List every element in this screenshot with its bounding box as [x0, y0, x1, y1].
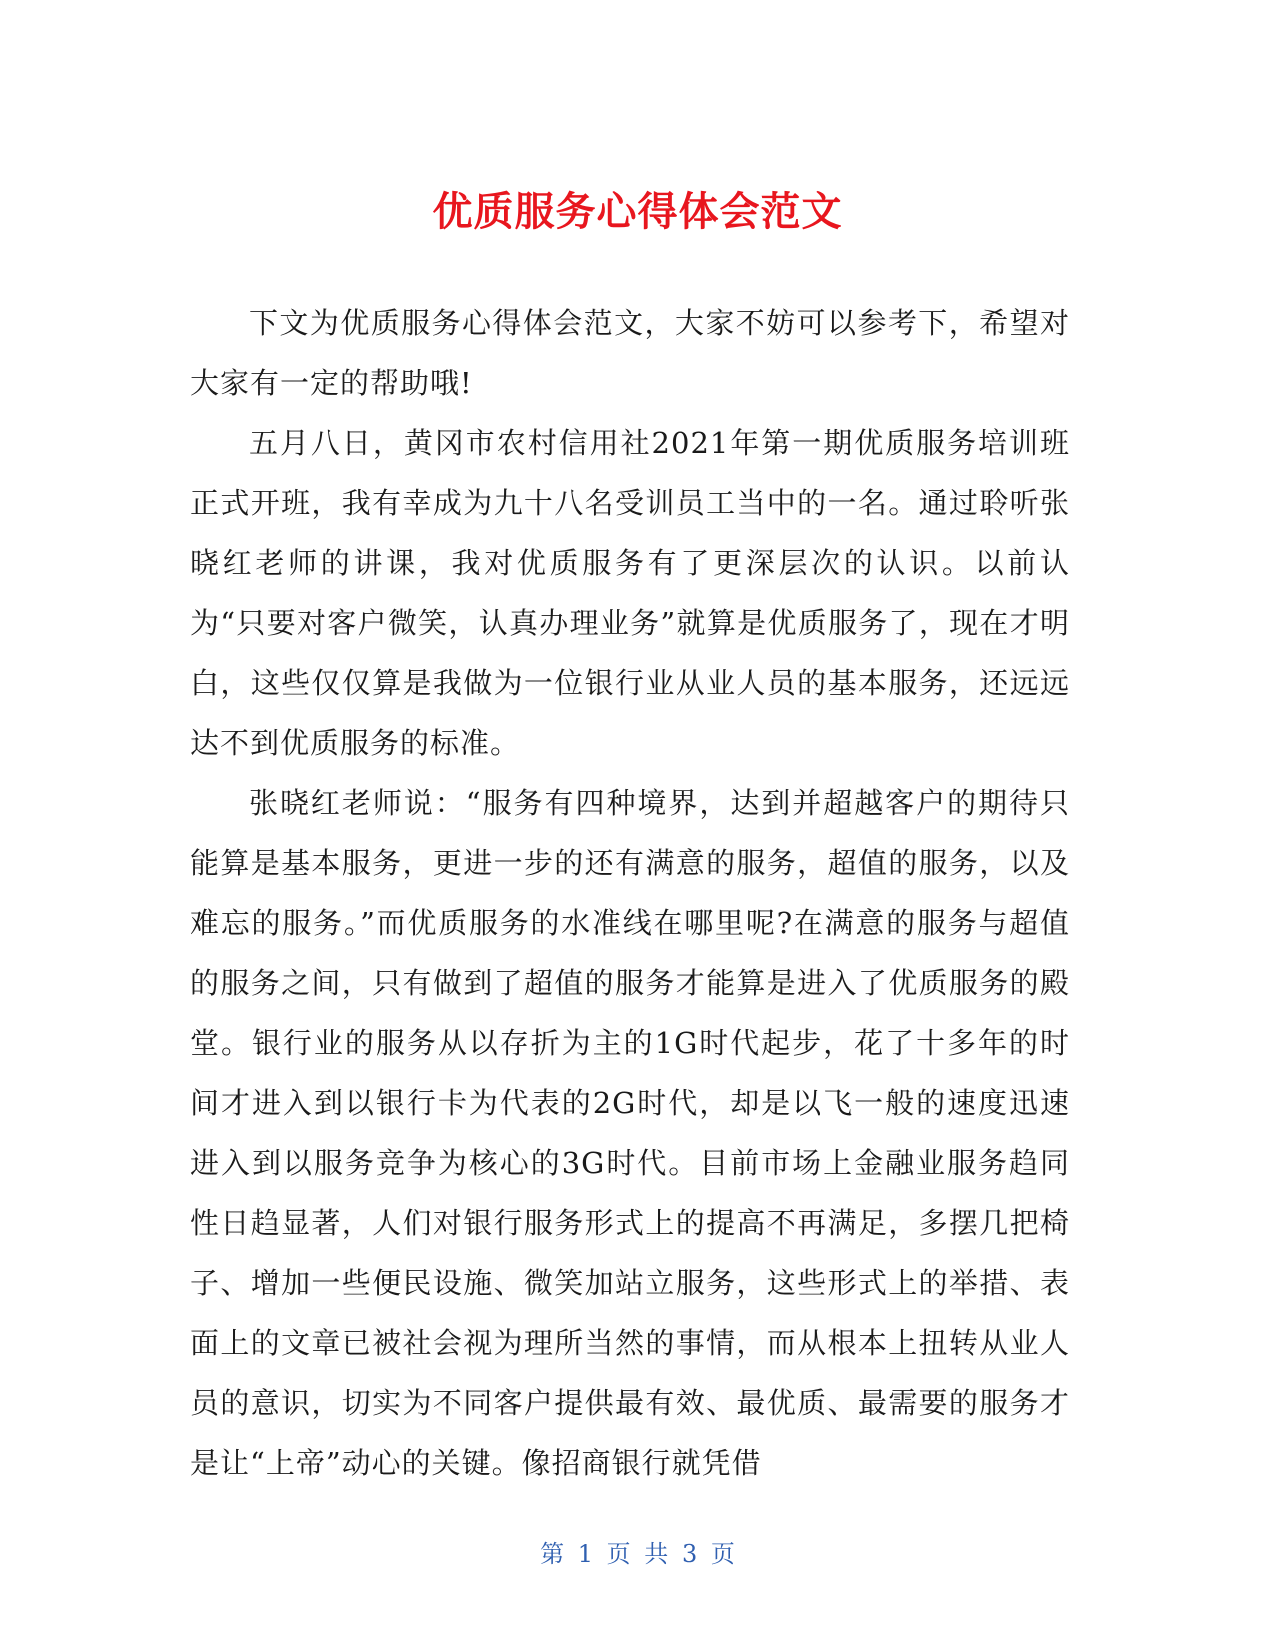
paragraph-training: 五月八日，黄冈市农村信用社2021年第一期优质服务培训班正式开班，我有幸成为九十八名受训员工当中的一名。通过聆听张晓红老师的讲课，我对优质服务有了更深层次的认识。以前认为“只要对客户微笑，认真办理业务”就算是优质服务了，现在才明白，这些仅仅算是我做为一位银行业从业人员的基本服务，还远远达不到优质服务的标准。	[190, 426, 1070, 760]
paragraph-intro: 下文为优质服务心得体会范文，大家不妨可以参考下，希望对大家有一定的帮助哦!	[190, 306, 1070, 400]
document-body	[190, 293, 1070, 1493]
paragraph-service-levels: 张晓红老师说：“服务有四种境界，达到并超越客户的期待只能算是基本服务，更进一步的还有满意的服务，超值的服务，以及难忘的服务。”而优质服务的水准线在哪里呢?在满意的服务与超值的服务之间，只有做到了超值的服务才能算是进入了优质服务的殿堂。银行业的服务从以存折为主的1G时代起步，花了十多年的时间才进入到以银行卡为代表的2G时代，却是以飞一般的速度迅速进入到以服务竞争为核心的3G时代。目前市场上金融业服务趋同性日趋显著，人们对银行服务形式上的提高不再满足，多摆几把椅子、增加一些便民设施、微笑加站立服务，这些形式上的举措、表面上的文章已被社会视为理所当然的事情，而从根本上扭转从业人员的意识，切实为不同客户提供最有效、最优质、最需要的服务才是让“上帝”动心的关键。像招商银行就凭借	[190, 786, 1070, 1480]
page-number-footer: 第 1 页 共 3 页	[540, 1540, 735, 1568]
document-title: 优质服务心得体会范文	[432, 188, 843, 235]
